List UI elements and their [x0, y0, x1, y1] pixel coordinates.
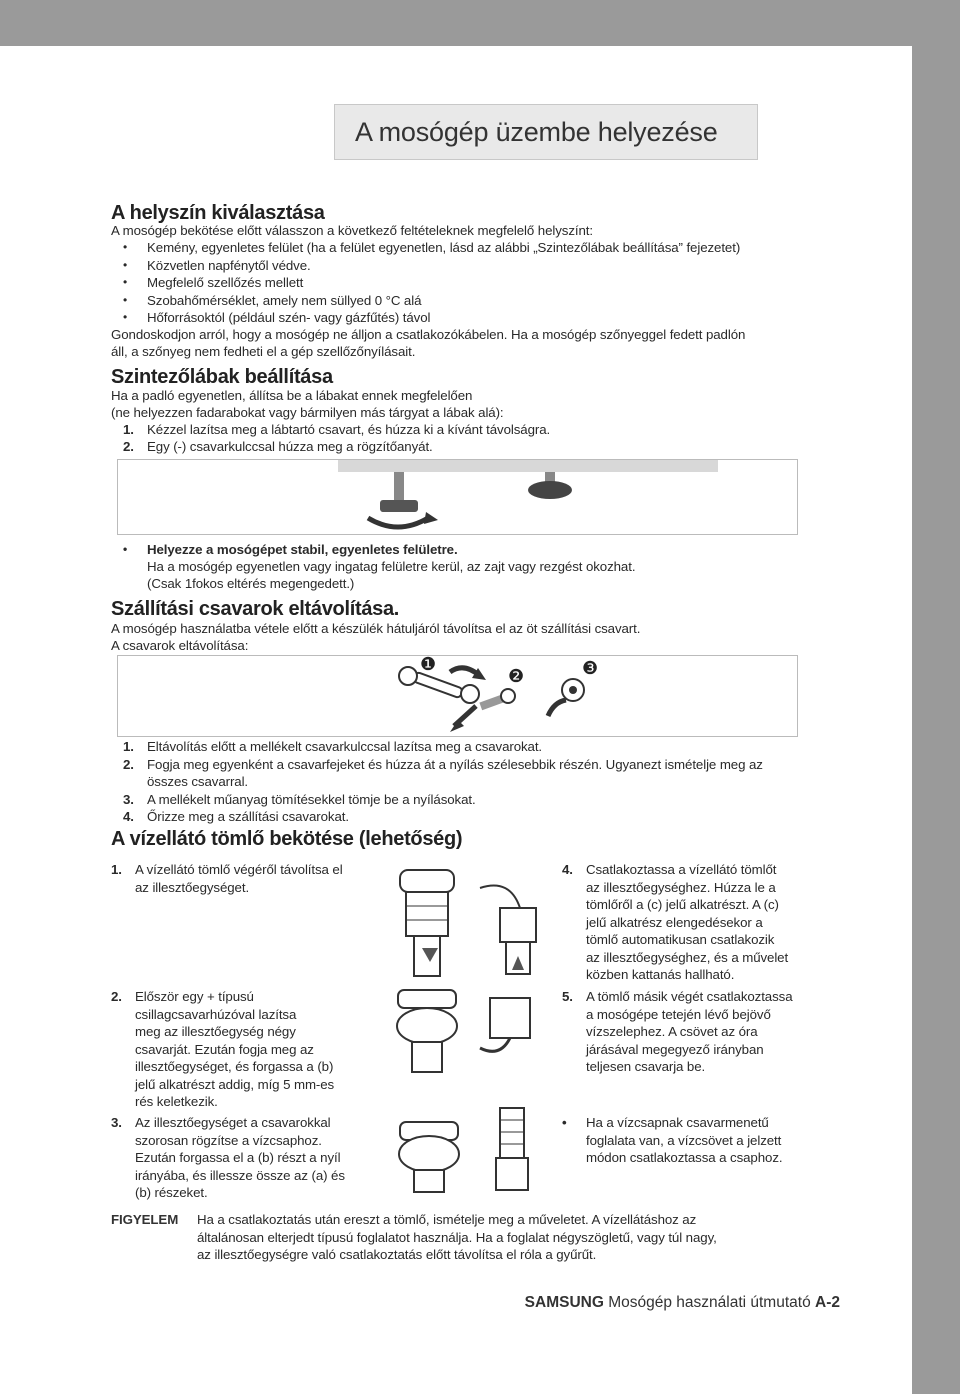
coupler-screw-icon	[397, 990, 457, 1072]
page-title: A mosógép üzembe helyezése	[355, 117, 718, 147]
step-marker-1: ❶	[420, 654, 437, 674]
bolts-intro: A mosógép használatba vétele előtt a készülék hátuljáról távolítsa el az öt szállítási csavart.	[111, 621, 641, 636]
hose-coupler-illustrations	[380, 858, 560, 1198]
coupler-icon	[400, 870, 454, 976]
threaded-tap-icon	[496, 1108, 528, 1190]
top-gray-bar	[0, 0, 960, 46]
bullet-item: • Kemény, egyenletes felület (ha a felület egyenetlen, lásd az alábbi „Szintezőlábak beállítása” fejezetet)	[111, 239, 740, 257]
bullet-item: • Hőforrásoktól (például szén- vagy gázfűtés) távol	[111, 309, 740, 327]
right-gray-bar	[912, 46, 960, 1394]
footer-brand: SAMSUNG	[524, 1294, 604, 1311]
wrench-icon	[399, 667, 479, 703]
footer	[525, 1294, 840, 1312]
hose-connect-icon	[480, 886, 536, 975]
location-bullet-list	[111, 239, 740, 327]
hose-step-1: 1. A vízellátó tömlő végéről távolítsa el az illesztőegységet.	[111, 862, 343, 895]
leveling-feet-illustration	[118, 460, 797, 534]
cap-icon	[562, 679, 584, 701]
bolts-figure	[117, 655, 798, 737]
section-heading-leveling: Szintezőlábak beállítása	[111, 366, 333, 388]
bullet-item: • Megfelelő szellőzés mellett	[111, 274, 740, 292]
step-marker-3: ❸	[582, 658, 599, 678]
footer-text: Mosógép használati útmutató	[603, 1294, 816, 1311]
hose-step-3: 3. Az illesztőegységet a csavarokkal szorosan rögzítse a vízcsaphoz. Ezután forgassa el a (b) részt a nyíl irányába, és illessze össze az (a) és (b) részeket.	[111, 1115, 345, 1200]
bolt-icon	[479, 689, 515, 710]
leveling-intro: Ha a padló egyenetlen, állítsa be a lábakat ennek megfelelően	[111, 388, 473, 403]
leveling-note: (Csak 1fokos eltérés megengedett.)	[147, 576, 355, 591]
page-number: A-2	[815, 1294, 840, 1311]
bolts-step: 3. A mellékelt műanyag tömítésekkel tömje be a nyílásokat.	[123, 791, 476, 807]
bolts-intro: A csavarok eltávolítása:	[111, 638, 249, 653]
leveling-step: 1. Kézzel lazítsa meg a lábtartó csavart, és húzza ki a kívánt távolságra.	[123, 422, 551, 437]
location-paragraph-line: áll, a szőnyeg nem fedheti el a gép szellőzőnyílásait.	[111, 344, 416, 359]
notice-text: Ha a csatlakoztatás után ereszt a tömlő, ismételje meg a műveletet. A vízellátáshoz az általánosan elterjedt típusú foglalatot használja. Ha a foglalat négyszögletű, vagy túl nagy, az illesztőegységre való csatlakoztatás előtt távolítsa el róla a gyűrűt.	[197, 1212, 717, 1262]
title-box	[334, 104, 758, 160]
bolts-steps	[123, 738, 763, 826]
bullet-item: • Szobahőmérséklet, amely nem süllyed 0 °C alá	[111, 292, 740, 310]
bolts-step: 4. Őrizze meg a szállítási csavarokat.	[123, 809, 349, 824]
location-paragraph-line: Gondoskodjon arról, hogy a mosógép ne álljon a csatlakozókábelen. Ha a mosógép szőnyeggel fedett padlón	[111, 327, 746, 342]
location-intro: A mosógép bekötése előtt válasszon a következő feltételeknek megfelelő helyszínt:	[111, 223, 593, 238]
bullet-item: • Közvetlen napfénytől védve.	[111, 257, 740, 275]
section-heading-location: A helyszín kiválasztása	[111, 202, 325, 224]
hose-step-2: 2. Először egy + típusú csillagcsavarhúzóval lazítsa meg az illesztőegység négy csavarját. Ezután fogja meg az illesztőegységet, és forgassa a (b) jelű alkatrészt addig, míg 5 mm-es rés keletkezik.	[111, 989, 335, 1109]
valve-connect-icon	[480, 998, 530, 1051]
notice-label: FIGYELEM	[111, 1212, 179, 1227]
step-marker-2: ❷	[508, 666, 525, 686]
tap-coupler-icon	[399, 1122, 459, 1192]
leveling-feet-figure	[117, 459, 798, 535]
bolts-step: összes csavarral.	[147, 774, 249, 789]
leveling-step: 2. Egy (-) csavarkulccsal húzza meg a rögzítőanyát.	[123, 439, 433, 454]
leveling-note: Ha a mosógép egyenetlen vagy ingatag felületre kerül, az zajt vagy rezgést okozhat.	[147, 559, 636, 574]
section-heading-transport-bolts: Szállítási csavarok eltávolítása.	[111, 598, 400, 620]
bolts-step: 2. Fogja meg egyenként a csavarfejeket és húzza át a nyílás szélesebbik részén. Ugyanezt ismételje meg az	[123, 756, 763, 772]
section-heading-hose: A vízellátó tömlő bekötése (lehetőség)	[111, 828, 463, 850]
bolts-step: 1. Eltávolítás előtt a mellékelt csavarkulccsal lazítsa meg a csavarokat.	[123, 739, 543, 754]
hose-tap-note: • Ha a vízcsapnak csavarmenetű foglalata van, a vízcsövet a jelzett módon csatlakoztassa a csaphoz.	[562, 1115, 783, 1165]
hose-step-4: 4. Csatlakoztassa a vízellátó tömlőt az illesztőegységhez. Húzza le a tömlőről a (c) jelű alkatrészt. A (c) jelű alkatrész elengedésekor a tömlő automatikusan csatlakozik az illesztőegységhez, és a művelet közben kattanás hallható.	[562, 862, 789, 982]
hose-step-5: 5. A tömlő másik végét csatlakoztassa a mosógépe tetején lévő bejövő vízszelephez. A csövet az óra járásával megegyező irányban teljesen csavarja be.	[562, 989, 793, 1074]
bolt-removal-illustration	[118, 656, 797, 736]
leveling-intro: (ne helyezzen fadarabokat vagy bármilyen más tárgyat a lábak alá):	[111, 405, 504, 420]
leveling-note-bold: • Helyezze a mosógépet stabil, egyenletes felületre.	[111, 541, 960, 559]
